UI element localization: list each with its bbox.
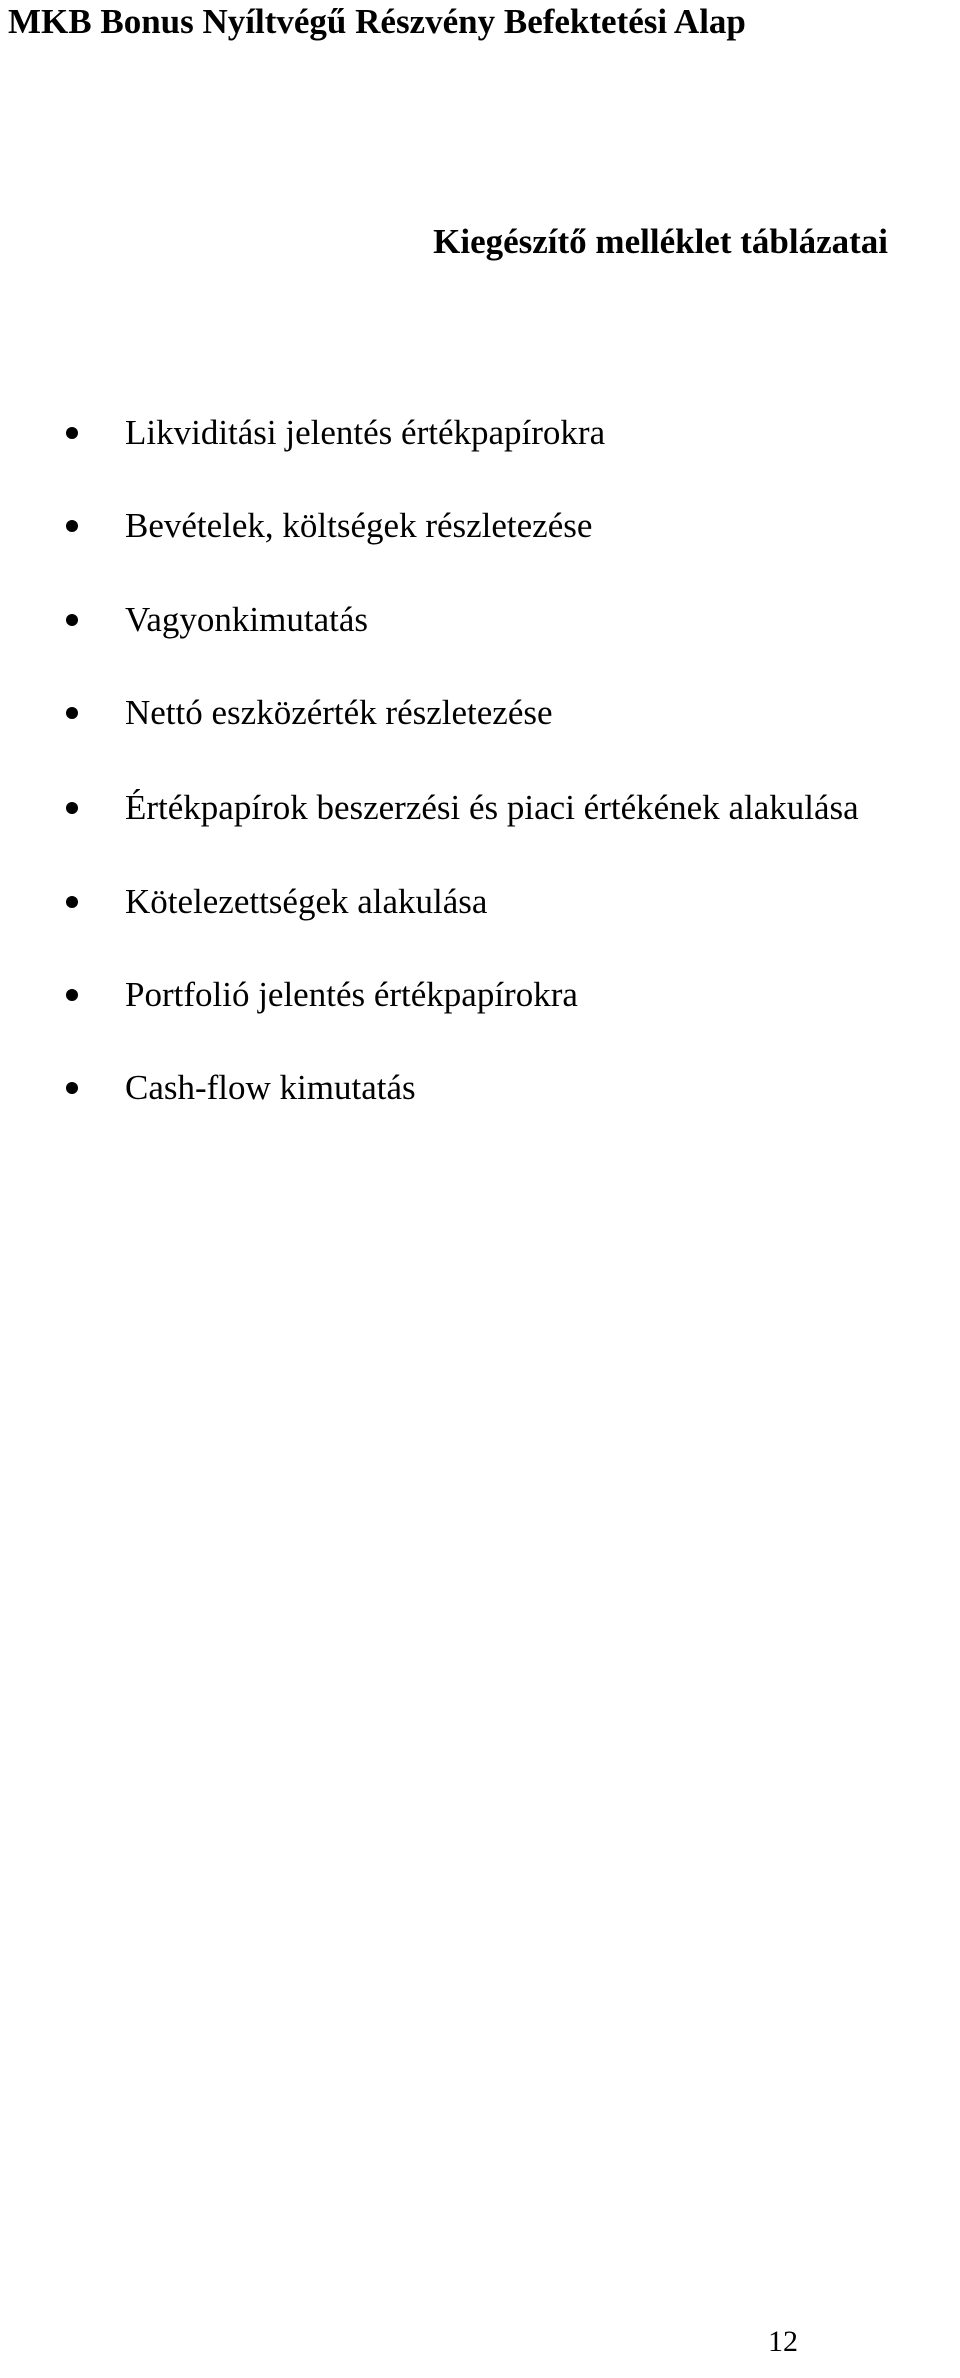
list-item-label: Értékpapírok beszerzési és piaci értékének alakulása [125,788,859,827]
bullet-icon [66,896,78,908]
bullet-icon [66,1082,78,1094]
section-title: Kiegészítő melléklet táblázatai [433,222,888,261]
list-item-label: Kötelezettségek alakulása [125,882,488,921]
bullet-icon [66,427,78,439]
list-item-label: Portfolió jelentés értékpapírokra [125,975,578,1014]
document-header: MKB Bonus Nyíltvégű Részvény Befektetési Alap [8,2,746,41]
list-item-label: Cash-flow kimutatás [125,1068,416,1107]
bullet-icon [66,707,78,719]
page-number: 12 [768,2325,798,2358]
bullet-icon [66,614,78,626]
list-item-label: Vagyonkimutatás [125,600,369,639]
list-item-label: Nettó eszközérték részletezése [125,693,553,732]
bullet-icon [66,520,78,532]
bullet-icon [66,989,78,1001]
list-item-label: Likviditási jelentés értékpapírokra [125,413,606,452]
bullet-icon [66,802,78,814]
list-item-label: Bevételek, költségek részletezése [125,506,593,545]
